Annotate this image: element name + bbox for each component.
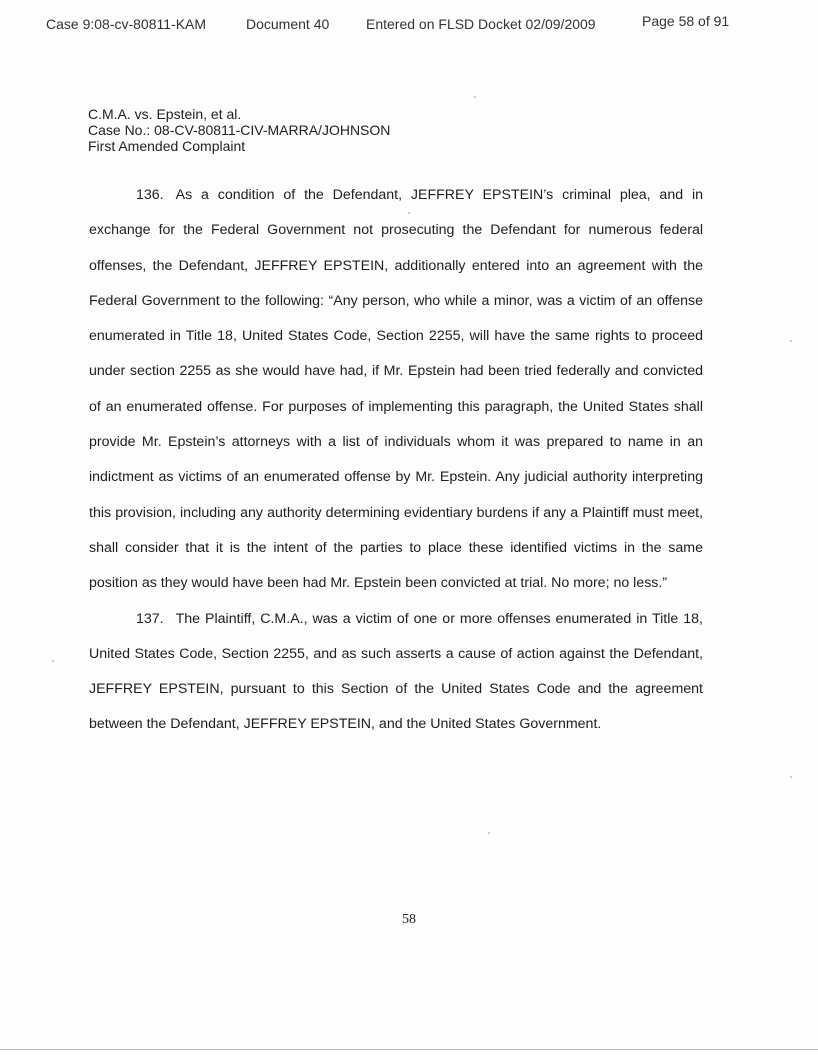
paragraph-137: [89, 602, 703, 743]
caption-document-title: First Amended Complaint: [88, 138, 246, 154]
page-number: 58: [402, 912, 416, 927]
scan-speck: [790, 340, 792, 342]
case-caption: [88, 106, 390, 154]
scan-speck: [408, 212, 410, 214]
paragraph-number: 137.: [136, 610, 164, 627]
page-bottom-edge: [0, 1049, 818, 1050]
scan-speck: [52, 660, 54, 662]
docket-entry-date: Entered on FLSD Docket 02/09/2009: [366, 16, 596, 32]
paragraph-text: As a condition of the Defendant, JEFFREY EPSTEIN’s criminal plea, and in exchange for the Federal Government not prosecuting the Defendant for numerous federal offenses, the Defendant, JEFFREY EPSTEIN, additionally entered into an agreement with the Federal Government to the following: “Any person, who while a minor, was a victim of an offense enumerated in Title 18, United States Code, Section 2255, will have the same rights to proceed under section 2255 as she would have had, if Mr. Epstein had been tried federally and convicted of an enumerated offense. For purposes of implementing this paragraph, the United States shall provide Mr. Epstein’s attorneys with a list of individuals whom it was prepared to name in an indictment as victims of an enumerated offense by Mr. Epstein. Any judicial authority interpreting this provision, including any authority determining evidentiary burdens if any a Plaintiff must meet, shall consider that it is the intent of the parties to place these identified victims in the same position as they would have been had Mr. Epstein been convicted at trial. No more; no less.”: [89, 187, 703, 592]
caption-case-number: Case No.: 08-CV-80811-CIV-MARRA/JOHNSON: [88, 122, 391, 138]
docket-case-number: Case 9:08-cv-80811-KAM: [46, 16, 207, 32]
docket-page-count: Page 58 of 91: [642, 13, 730, 29]
scan-speck: [790, 776, 792, 778]
paragraph-text: The Plaintiff, C.M.A., was a victim of one or more offenses enumerated in Title 18, United States Code, Section 2255, and as such asserts a cause of action against the Defendant, JEFFREY EPSTEIN, pursuant to this Section of the United States Code and the agreement between the Defendant, JEFFREY EPSTEIN, and the United States Government.: [89, 610, 703, 733]
complaint-body: [89, 178, 703, 743]
scan-speck: [474, 96, 476, 98]
docket-document-number: Document 40: [246, 16, 330, 32]
scan-speck: [488, 832, 490, 834]
caption-parties: C.M.A. vs. Epstein, et al.: [88, 106, 242, 122]
paragraph-136: [89, 178, 703, 602]
paragraph-number: 136.: [136, 187, 164, 203]
